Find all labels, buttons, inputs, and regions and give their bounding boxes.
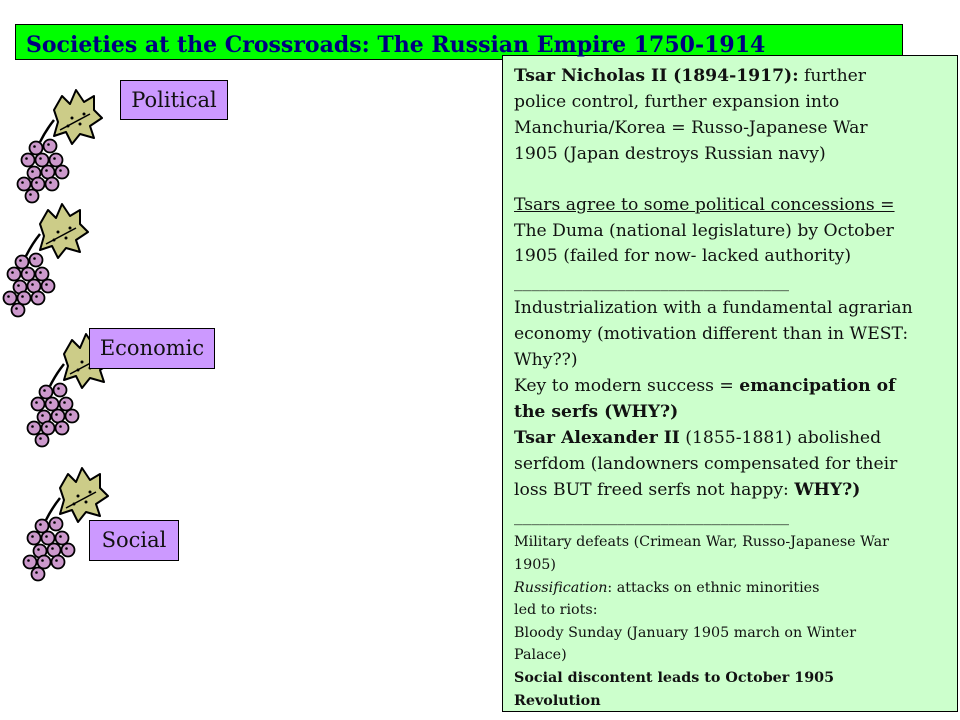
concessions-heading: Tsars agree to some political concessions = — [514, 194, 895, 215]
political-label: Political — [120, 80, 228, 120]
tsar-nicholas-name: Tsar Nicholas II (1894-1917): — [514, 66, 799, 86]
divider: ________________________________ — [514, 505, 789, 526]
economic-section: Industrialization with a fundamental agrarian economy (motivation different than in WEST: Why??) Key to modern success = emancipation of the serfs (WHY?) Tsar Alexander II (1855-1881) abolished serfdom (landowners compensated for their loss BUT freed serfs not happy: WHY?) ________________________________ — [514, 296, 952, 529]
grape-cluster-icon — [18, 90, 103, 203]
economic-label: Economic — [89, 328, 215, 369]
social-label: Social — [89, 520, 179, 561]
divider: ________________________________ — [514, 272, 789, 293]
social-section: Military defeats (Crimean War, Russo-Japanese War 1905) Russification: attacks on ethnic minorities led to riots: Bloody Sunday (January 1905 march on Winter Palace) Social discontent leads to October 1905 Revolution — [514, 534, 889, 709]
slide-title: Societies at the Crossroads: The Russian Empire 1750-1914 — [26, 32, 766, 58]
tsar-alexander-name: Tsar Alexander II — [514, 427, 680, 448]
grape-cluster-icon — [4, 204, 89, 317]
political-section: Tsar Nicholas II (1894-1917): further police control, further expansion into Manchuria/Korea = Russo-Japanese War 1905 (Japan destroys Russian navy) Tsars agree to some political concessions = The Duma (national legislature) by October 1905 (failed for now- lacked authority) ________________________________ — [514, 64, 952, 296]
content-text — [514, 64, 952, 712]
